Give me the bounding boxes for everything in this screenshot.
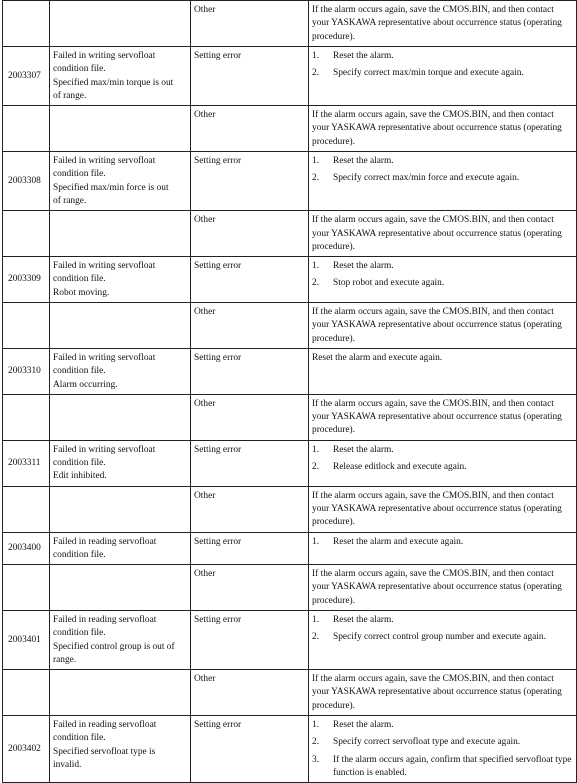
alarm-code-cell: 2003400 [3, 532, 50, 565]
remedy-step [312, 461, 573, 474]
remedy-step [312, 719, 573, 732]
description-line: Specified max/min force is out [53, 182, 169, 193]
table-row [3, 106, 577, 152]
step-number: 1. [312, 156, 320, 167]
cause-cell: Setting error [191, 716, 309, 783]
table-row [3, 211, 577, 257]
alarm-description-cell [50, 1, 191, 47]
step-number: 2. [312, 462, 320, 473]
alarm-description-cell [50, 348, 191, 394]
table-row [3, 716, 577, 783]
remedy-cell [309, 348, 577, 394]
cause-cell: Other [191, 565, 309, 611]
description-line: Failed in writing servofloat [53, 444, 156, 455]
description-line: condition file. [53, 628, 106, 639]
step-number: 2. [312, 173, 320, 184]
table-row [3, 670, 577, 716]
alarm-description-cell [50, 152, 191, 211]
alarm-description-cell [50, 610, 191, 669]
description-line: Failed in writing servofloat [53, 261, 156, 272]
remedy-cell [309, 303, 577, 349]
cause-cell: Other [191, 1, 309, 47]
remedy-cell [309, 565, 577, 611]
description-line: Failed in reading servofloat [53, 720, 157, 731]
remedy-cell [309, 1, 577, 47]
table-row [3, 1, 577, 47]
alarm-code-cell [3, 394, 50, 440]
step-number: 2. [312, 632, 320, 643]
table-row [3, 394, 577, 440]
table-row [3, 532, 577, 565]
description-line: Failed in writing servofloat [53, 352, 156, 363]
alarm-code-cell: 2003402 [3, 716, 50, 783]
remedy-cell [309, 394, 577, 440]
alarm-code-cell [3, 211, 50, 257]
table-row [3, 610, 577, 669]
description-line: of range. [53, 90, 87, 101]
cause-cell: Setting error [191, 532, 309, 565]
cause-cell: Other [191, 303, 309, 349]
alarm-description-cell [50, 106, 191, 152]
alarm-description-cell [50, 303, 191, 349]
step-text: Release editlock and execute again. [333, 462, 467, 473]
description-line: Alarm occurring. [53, 379, 118, 390]
remedy-text: If the alarm occurs again, save the CMOS.BIN, and then contact your YASKAWA representative about occurrence status (operating procedure). [312, 307, 562, 344]
alarm-code-cell: 2003311 [3, 440, 50, 486]
description-line: range. [53, 654, 77, 665]
step-text: If the alarm occurs again, confirm that specified servofloat type function is enabled. [333, 754, 572, 778]
remedy-step [312, 155, 573, 168]
description-line: of range. [53, 195, 87, 206]
cause-cell: Other [191, 211, 309, 257]
remedy-cell [309, 257, 577, 303]
cause-cell: Setting error [191, 440, 309, 486]
remedy-step [312, 536, 573, 549]
step-number: 1. [312, 444, 320, 455]
step-number: 1. [312, 720, 320, 731]
alarm-code-cell [3, 670, 50, 716]
step-number: 2. [312, 737, 320, 748]
step-number: 2. [312, 68, 320, 79]
remedy-step [312, 67, 573, 80]
description-line: Specified control group is out of [53, 641, 175, 652]
step-text: Specify correct control group number and execute again. [333, 632, 546, 643]
alarm-code-cell [3, 565, 50, 611]
step-text: Reset the alarm. [333, 444, 394, 455]
cause-cell: Setting error [191, 348, 309, 394]
description-line: Failed in writing servofloat [53, 156, 156, 167]
remedy-step [312, 736, 573, 749]
table-row [3, 440, 577, 486]
description-line: condition file. [53, 169, 106, 180]
remedy-step [312, 754, 573, 781]
remedy-cell [309, 670, 577, 716]
alarm-code-cell [3, 1, 50, 47]
cause-cell: Other [191, 394, 309, 440]
cause-cell: Setting error [191, 610, 309, 669]
remedy-step [312, 614, 573, 627]
alarm-description-cell [50, 565, 191, 611]
step-text: Reset the alarm and execute again. [333, 536, 464, 547]
remedy-text: Reset the alarm and execute again. [312, 352, 443, 363]
step-text: Reset the alarm. [333, 261, 394, 272]
alarm-code-cell [3, 106, 50, 152]
alarm-description-cell [50, 532, 191, 565]
remedy-step [312, 444, 573, 457]
table-row [3, 348, 577, 394]
remedy-cell [309, 716, 577, 783]
remedy-step [312, 631, 573, 644]
step-text: Reset the alarm. [333, 614, 394, 625]
alarm-code-cell: 2003309 [3, 257, 50, 303]
cause-cell: Setting error [191, 152, 309, 211]
remedy-step [312, 277, 573, 290]
alarm-table-body [3, 1, 577, 783]
step-number: 1. [312, 261, 320, 272]
alarm-table [2, 0, 577, 783]
cause-cell: Other [191, 486, 309, 532]
step-number: 1. [312, 536, 320, 547]
remedy-step [312, 260, 573, 273]
remedy-text: If the alarm occurs again, save the CMOS.BIN, and then contact your YASKAWA representative about occurrence status (operating procedure). [312, 215, 562, 252]
remedy-text: If the alarm occurs again, save the CMOS.BIN, and then contact your YASKAWA representative about occurrence status (operating procedure). [312, 110, 562, 147]
alarm-code-cell [3, 303, 50, 349]
step-number: 1. [312, 51, 320, 61]
alarm-description-cell [50, 486, 191, 532]
description-line: Failed in writing servofloat [53, 51, 156, 61]
remedy-cell [309, 440, 577, 486]
remedy-text: If the alarm occurs again, save the CMOS.BIN, and then contact your YASKAWA representative about occurrence status (operating procedure). [312, 5, 562, 42]
alarm-description-cell [50, 716, 191, 783]
cause-cell: Setting error [191, 47, 309, 106]
description-line: Edit inhibited. [53, 471, 107, 482]
description-line: condition file. [53, 366, 106, 377]
remedy-cell [309, 532, 577, 565]
step-number: 1. [312, 614, 320, 625]
remedy-cell [309, 610, 577, 669]
step-text: Reset the alarm. [333, 51, 394, 61]
description-line: Specified max/min torque is out [53, 77, 174, 88]
cause-cell: Setting error [191, 257, 309, 303]
alarm-description-cell [50, 47, 191, 106]
alarm-description-cell [50, 211, 191, 257]
remedy-cell [309, 106, 577, 152]
table-row [3, 565, 577, 611]
step-text: Reset the alarm. [333, 156, 394, 167]
cause-cell: Other [191, 106, 309, 152]
remedy-cell [309, 47, 577, 106]
table-row [3, 486, 577, 532]
remedy-text: If the alarm occurs again, save the CMOS.BIN, and then contact your YASKAWA representative about occurrence status (operating procedure). [312, 490, 562, 528]
remedy-step [312, 172, 573, 185]
description-line: Specified servofloat type is [53, 746, 156, 757]
table-row [3, 152, 577, 211]
remedy-text: If the alarm occurs again, save the CMOS.BIN, and then contact your YASKAWA representative about occurrence status (operating procedure). [312, 674, 562, 711]
alarm-code-cell: 2003308 [3, 152, 50, 211]
alarm-description-cell [50, 670, 191, 716]
description-line: Failed in reading servofloat [53, 536, 157, 547]
step-number: 2. [312, 278, 320, 289]
description-line: condition file. [53, 733, 106, 744]
alarm-description-cell [50, 440, 191, 486]
remedy-text: If the alarm occurs again, save the CMOS.BIN, and then contact your YASKAWA representative about occurrence status (operating procedure). [312, 569, 562, 606]
table-row [3, 303, 577, 349]
alarm-code-cell: 2003401 [3, 610, 50, 669]
table-row [3, 47, 577, 106]
step-text: Specify correct max/min force and execute again. [333, 173, 520, 184]
alarm-code-cell [3, 486, 50, 532]
remedy-step [312, 50, 573, 63]
alarm-description-cell [50, 257, 191, 303]
description-line: condition file. [53, 549, 106, 560]
cause-cell: Other [191, 670, 309, 716]
table-row [3, 257, 577, 303]
alarm-description-cell [50, 394, 191, 440]
step-text: Reset the alarm. [333, 720, 394, 731]
description-line: invalid. [53, 759, 82, 770]
remedy-cell [309, 211, 577, 257]
description-line: condition file. [53, 274, 106, 285]
alarm-code-cell: 2003307 [3, 47, 50, 106]
step-number: 3. [312, 754, 320, 765]
step-text: Specify correct max/min torque and execute again. [333, 68, 524, 79]
description-line: Failed in reading servofloat [53, 614, 157, 625]
step-text: Specify correct servofloat type and execute again. [333, 737, 521, 748]
description-line: condition file. [53, 64, 106, 75]
remedy-text: If the alarm occurs again, save the CMOS.BIN, and then contact your YASKAWA representative about occurrence status (operating procedure). [312, 398, 562, 436]
remedy-cell [309, 486, 577, 532]
step-text: Stop robot and execute again. [333, 278, 445, 289]
alarm-code-cell: 2003310 [3, 348, 50, 394]
remedy-cell [309, 152, 577, 211]
description-line: Robot moving. [53, 287, 110, 298]
description-line: condition file. [53, 458, 106, 469]
